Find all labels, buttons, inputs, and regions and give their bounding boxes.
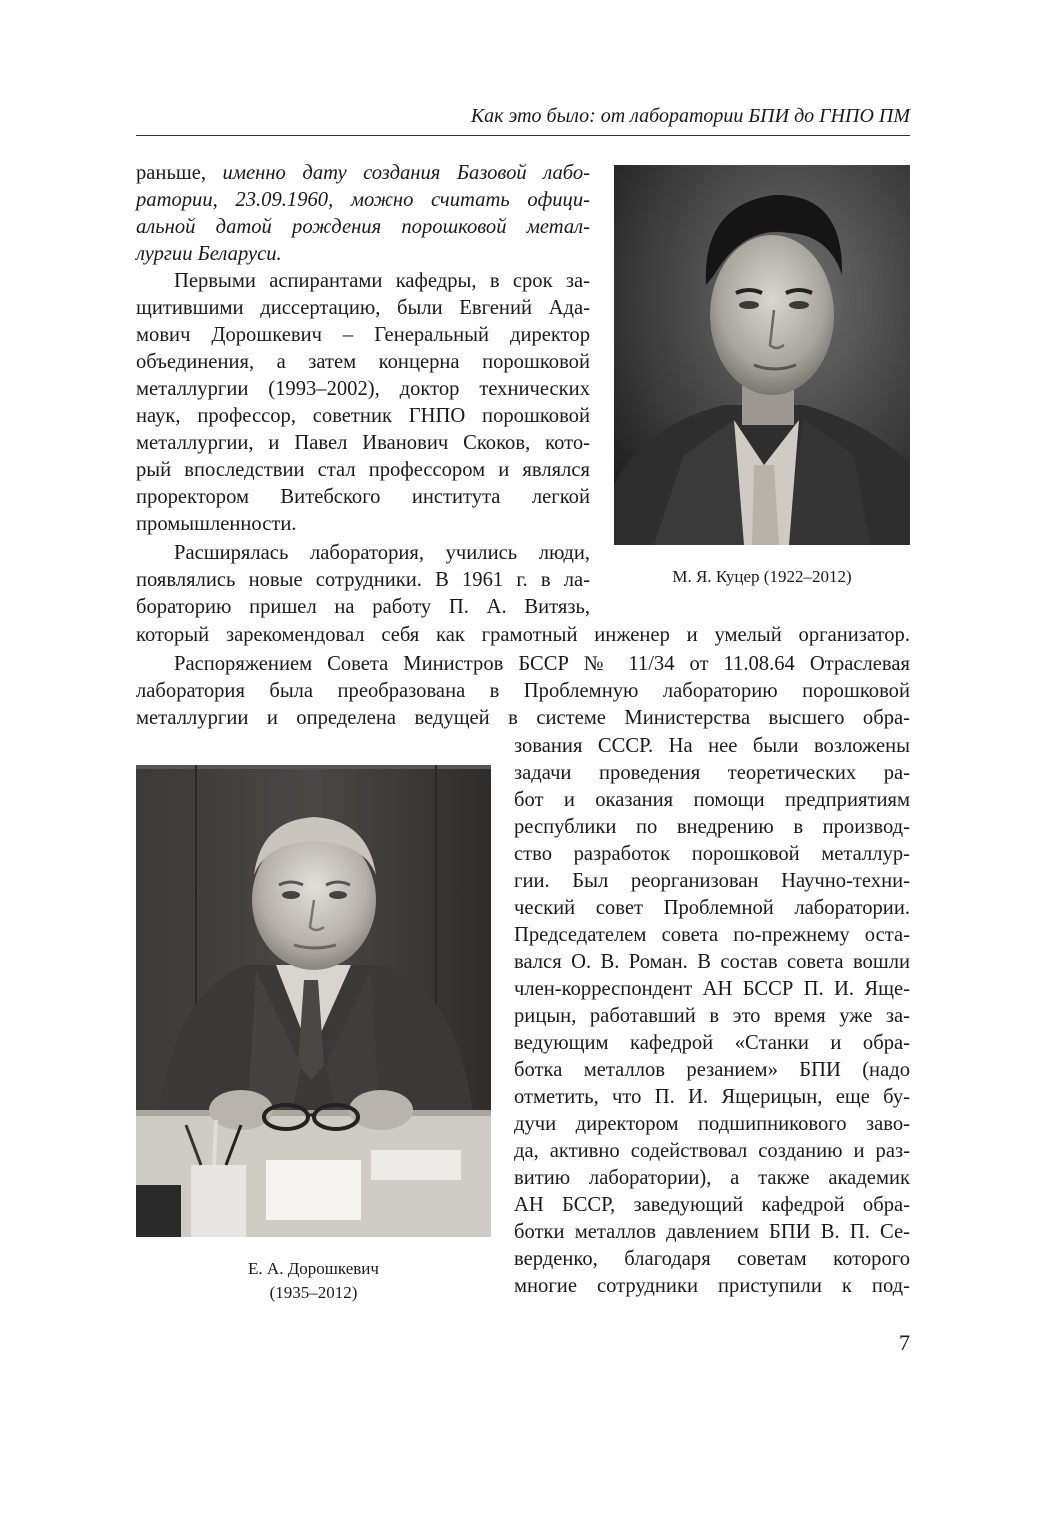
text-line: многие сотрудники приступили к под- (514, 1275, 910, 1297)
photo-caption-bottom-name: Е. А. Дорошкевич (248, 1259, 379, 1278)
text-line: верденко, благодаря советам которого (514, 1248, 910, 1270)
text-line: рый впоследствии стал профессором и являлся (136, 459, 590, 481)
text-line: который зарекомендовал себя как грамотный инженер и умелый организатор. (136, 624, 910, 646)
text-line: бот и оказания помощи предприятиям (514, 789, 910, 811)
running-header: Как это было: от лаборатории БПИ до ГНПО ПМ (470, 105, 910, 127)
desk-portrait-illustration (136, 765, 491, 1237)
text-line: щитившими диссертацию, были Евгений Ада- (136, 297, 590, 319)
photo-caption-bottom-years: (1935–2012) (269, 1283, 358, 1302)
text-line: лаборатория была преобразована в Проблемную лабораторию порошковой (136, 680, 910, 702)
header-rule (136, 135, 910, 136)
text-line: раньше, именно дату создания Базовой лабо- (136, 162, 590, 184)
text-line: ство разработок порошковой металлур- (514, 843, 910, 865)
text-line: ботки металлов давлением БПИ В. П. Се- (514, 1221, 910, 1243)
text-line: гии. Был реорганизован Научно-техни- (514, 870, 910, 892)
text-line: дучи директором подшипникового заво- (514, 1113, 910, 1135)
text-line: мович Дорошкевич – Генеральный директор (136, 324, 590, 346)
text-line: объединения, а затем концерна порошковой (136, 351, 590, 373)
text-line: альной датой рождения порошковой метал- (136, 216, 590, 238)
text-line: Первыми аспирантами кафедры, в срок за- (174, 270, 590, 292)
portrait-photo-bottom (136, 765, 491, 1237)
text-line: вался О. В. Роман. В состав совета вошли (514, 951, 910, 973)
text-line: появлялись новые сотрудники. В 1961 г. в ла- (136, 569, 590, 591)
text-line: металлургии, и Павел Иванович Скоков, кото- (136, 432, 590, 454)
portrait-illustration (614, 165, 910, 545)
text-line: отметить, что П. И. Ящерицын, еще бу- (514, 1086, 910, 1108)
text-line: проректором Витебского института легкой (136, 486, 590, 508)
text-line: лургии Беларуси. (136, 243, 282, 265)
text-line: Председателем совета по-прежнему оста- (514, 924, 910, 946)
text-line: металлургии и определена ведущей в системе Министерства высшего обра- (136, 707, 910, 729)
text-line: витию лаборатории), а также академик (514, 1167, 910, 1189)
text-line: АН БССР, заведующий кафедрой обра- (514, 1194, 910, 1216)
photo-caption-top: М. Я. Куцер (1922–2012) (672, 567, 852, 586)
portrait-photo-top (614, 165, 910, 545)
text-line: республики по внедрению в производ- (514, 816, 910, 838)
text-line: зования СССР. На нее были возложены (514, 735, 910, 757)
text-line: член-корреспондент АН БССР П. И. Яще- (514, 978, 910, 1000)
page-number: 7 (899, 1330, 910, 1355)
text-line: рицын, работавший в это время уже за- (514, 1005, 910, 1027)
text-line: ческий совет Проблемной лаборатории. (514, 897, 910, 919)
text-line: металлургии (1993–2002), доктор технических (136, 378, 590, 400)
text-line: наук, профессор, советник ГНПО порошковой (136, 405, 590, 427)
text-line: промышленности. (136, 513, 297, 535)
text-line: задачи проведения теоретических ра- (514, 762, 910, 784)
text-line: Распоряжением Совета Министров БССР № 11/34 от 11.08.64 Отраслевая (174, 653, 910, 675)
text-line: ратории, 23.09.1960, можно считать офици- (136, 189, 590, 211)
text-line: ведующим кафедрой «Станки и обра- (514, 1032, 910, 1054)
text-line: Расширялась лаборатория, учились люди, (174, 542, 590, 564)
text-line: ботка металлов резанием» БПИ (надо (514, 1059, 910, 1081)
text-line: да, активно содействовал созданию и раз- (514, 1140, 910, 1162)
text-line: бораторию пришел на работу П. А. Витязь, (136, 596, 590, 618)
